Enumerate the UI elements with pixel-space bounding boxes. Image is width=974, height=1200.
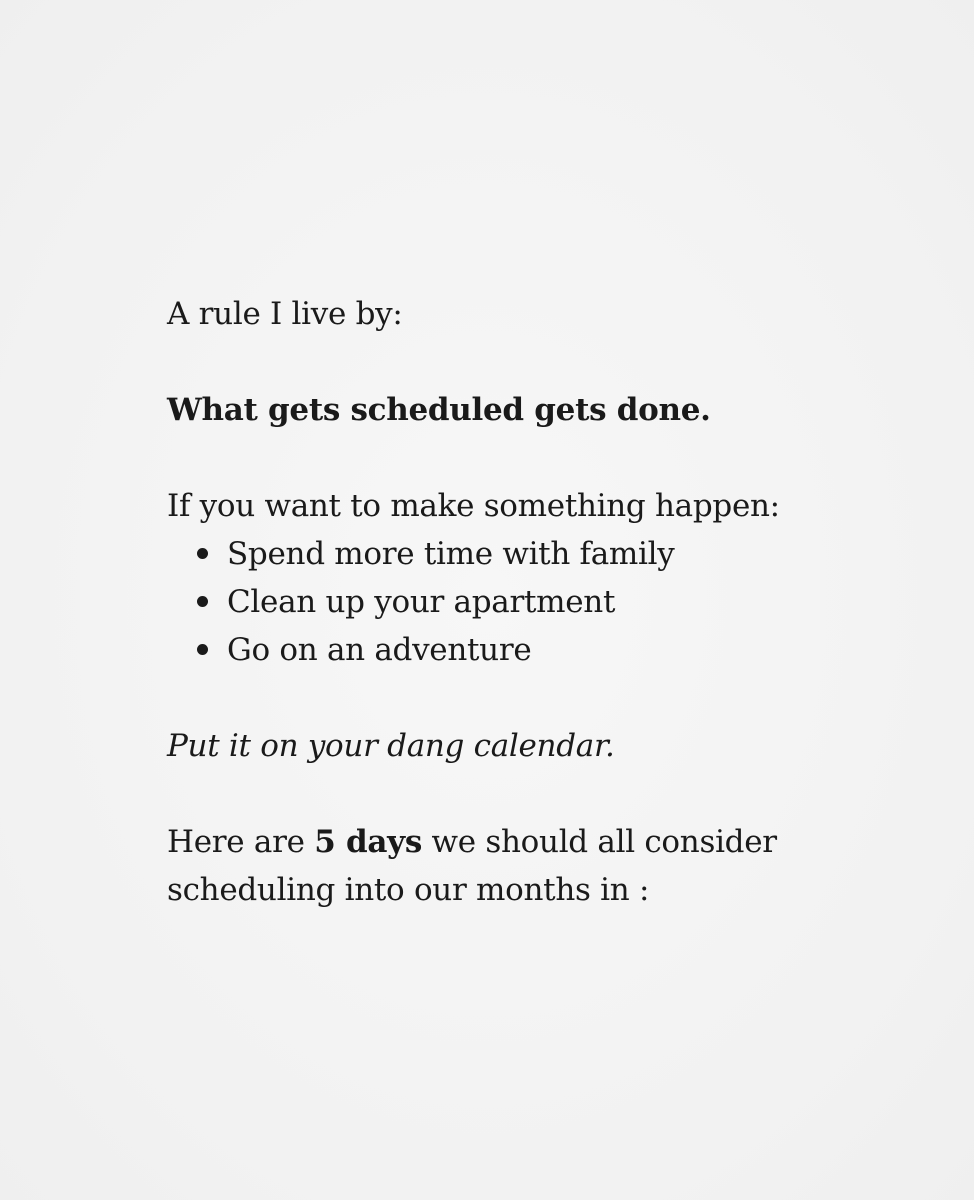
post-content	[167, 290, 867, 914]
bullet-list	[167, 530, 867, 674]
bullet-icon	[197, 596, 208, 607]
list-item-label: Clean up your apartment	[227, 584, 616, 620]
headline-text: What gets scheduled gets done.	[167, 392, 711, 428]
list-item-label: Go on an adventure	[227, 632, 532, 668]
spacer	[167, 674, 867, 722]
spacer	[167, 338, 867, 386]
bullet-icon	[197, 644, 208, 655]
spacer	[167, 434, 867, 482]
lead-in-text: If you want to make something happen:	[167, 488, 780, 524]
intro-text: A rule I live by:	[167, 296, 403, 332]
closing-line-1	[167, 818, 867, 866]
italic-callout: Put it on your dang calendar.	[167, 728, 615, 764]
closing-before: Here are	[167, 824, 315, 860]
closing-after: we should all consider	[422, 824, 777, 860]
list-item-label: Spend more time with family	[227, 536, 675, 572]
closing-emphasis: 5 days	[314, 824, 422, 860]
list-item	[167, 530, 867, 578]
closing-line-2: scheduling into our months in :	[167, 872, 650, 908]
list-item	[167, 626, 867, 674]
bullet-icon	[197, 548, 208, 559]
spacer	[167, 770, 867, 818]
list-item	[167, 578, 867, 626]
